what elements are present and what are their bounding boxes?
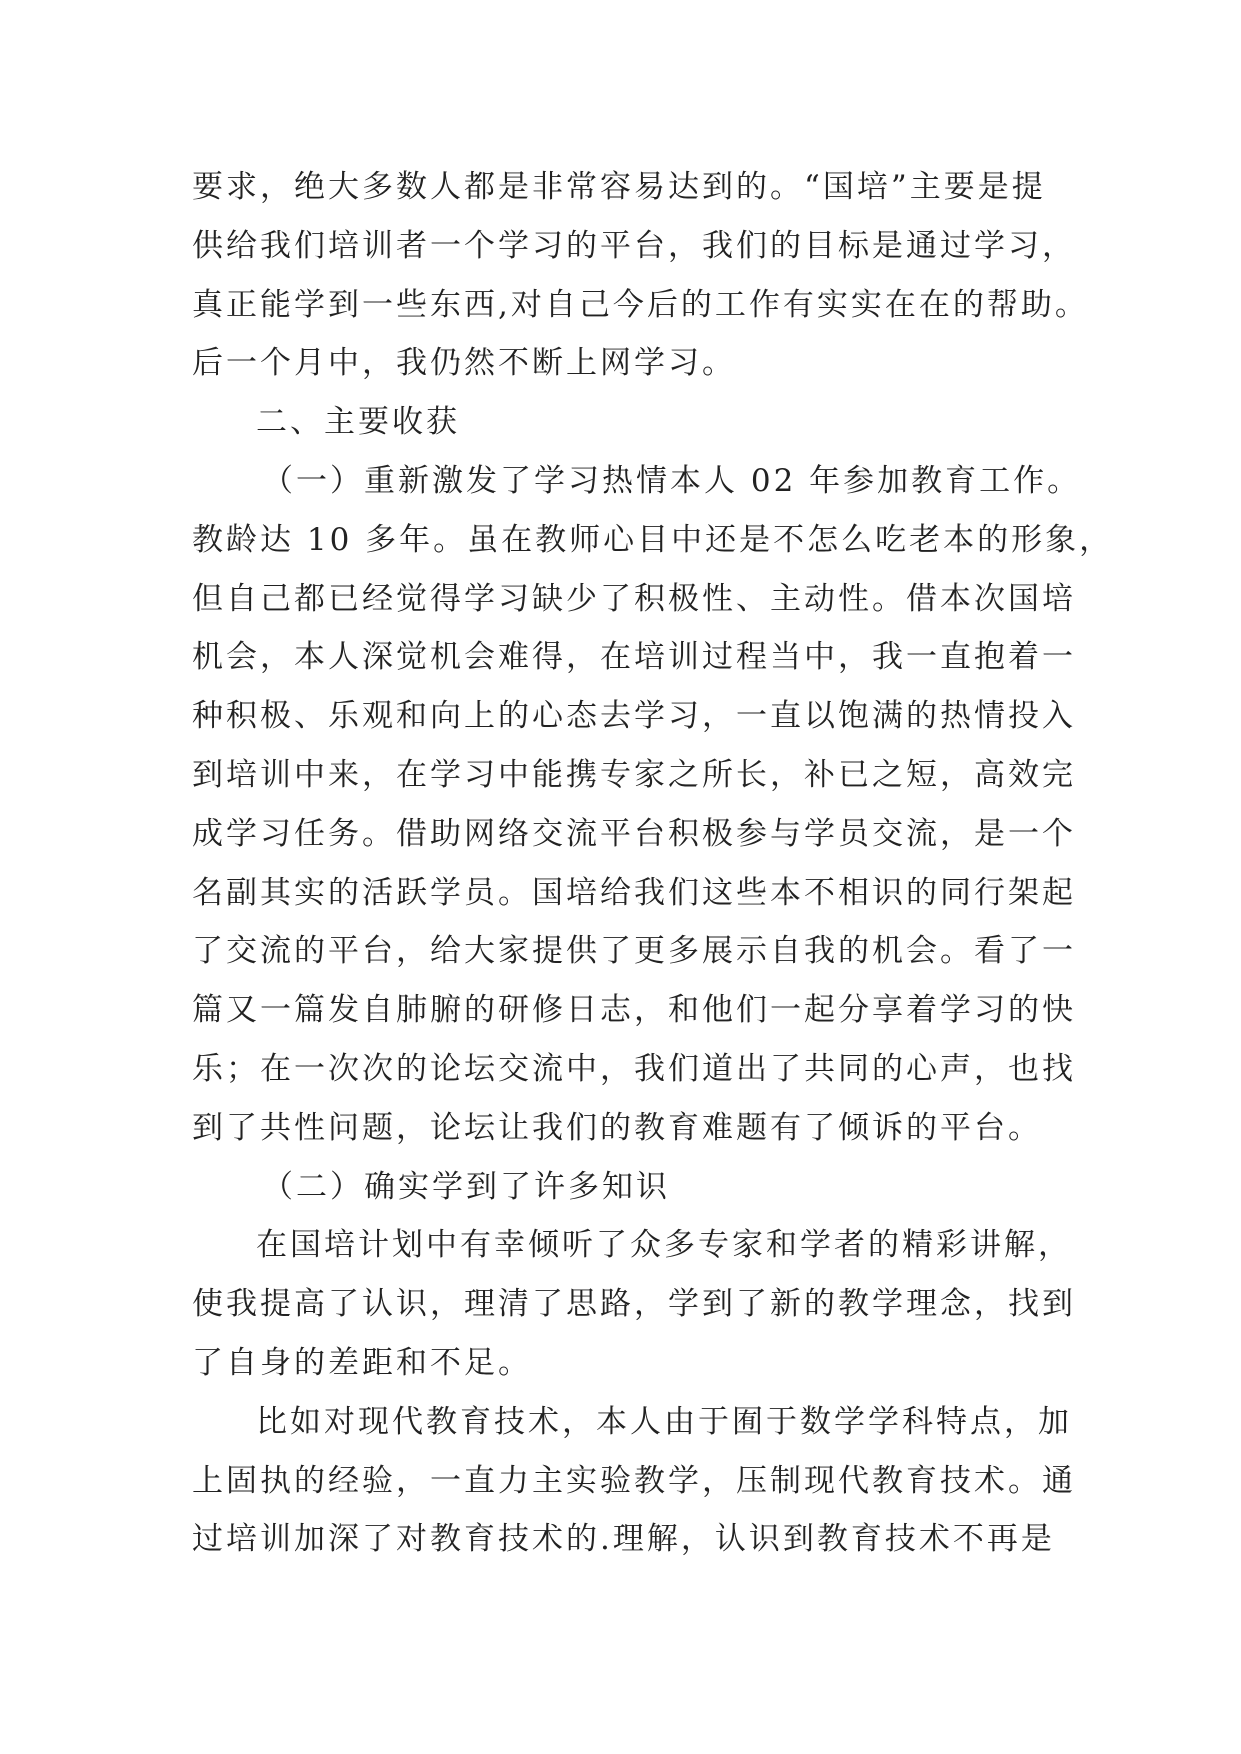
- text-line-3: 真正能学到一些东西,对自己今后的工作有实实在在的帮助。: [192, 286, 1089, 323]
- text-line-9: 机会，本人深觉机会难得，在培训过程当中，我一直抱着一: [192, 639, 1076, 676]
- text-line-12: 成学习任务。借助网络交流平台积极参与学员交流，是一个: [192, 815, 1076, 852]
- text-line-17: 到了共性问题，论坛让我们的教育难题有了倾诉的平台。: [192, 1109, 1042, 1146]
- text-line-10: 种积极、乐观和向上的心态去学习，一直以饱满的热情投入: [192, 698, 1076, 735]
- body-text: [192, 158, 1114, 1569]
- text-line-7: 教龄达 10 多年。虽在教师心目中还是不怎么吃老本的形象，: [192, 521, 1114, 558]
- text-line-22: 比如对现代教育技术，本人由于囿于数学学科特点，加: [256, 1403, 1072, 1440]
- text-line-14: 了交流的平台，给大家提供了更多展示自我的机会。看了一: [192, 933, 1076, 970]
- text-line-21: 了自身的差距和不足。: [192, 1344, 532, 1381]
- text-line-13: 名副其实的活跃学员。国培给我们这些本不相识的同行架起: [192, 874, 1076, 911]
- text-line-8: 但自己都已经觉得学习缺少了积极性、主动性。借本次国培: [192, 580, 1076, 617]
- text-line-15: 篇又一篇发自肺腑的研修日志，和他们一起分享着学习的快: [192, 992, 1076, 1029]
- text-line-1: 要求，绝大多数人都是非常容易达到的。“国培”主要是提: [192, 169, 1046, 205]
- text-line-16: 乐；在一次次的论坛交流中，我们道出了共同的心声，也找: [192, 1050, 1076, 1087]
- text-line-4: 后一个月中，我仍然不断上网学习。: [192, 345, 736, 382]
- text-line-11: 到培训中来，在学习中能携专家之所长，补已之短，高效完: [192, 756, 1076, 793]
- subsection-heading-1: （一）重新激发了学习热情本人 02 年参加教育工作。: [262, 462, 1082, 499]
- text-line-20: 使我提高了认识，理清了思路，学到了新的教学理念，找到: [192, 1286, 1076, 1323]
- subsection-heading-2: （二）确实学到了许多知识: [262, 1168, 670, 1205]
- section-heading-main-gains: 二、主要收获: [256, 404, 460, 441]
- text-line-2: 供给我们培训者一个学习的平台，我们的目标是通过学习，: [192, 227, 1076, 264]
- text-line-19: 在国培计划中有幸倾听了众多专家和学者的精彩讲解，: [256, 1227, 1072, 1264]
- text-line-24: 过培训加深了对教育技术的.理解，认识到教育技术不再是: [192, 1521, 1055, 1558]
- text-line-23: 上固执的经验，一直力主实验教学，压制现代教育技术。通: [192, 1462, 1076, 1499]
